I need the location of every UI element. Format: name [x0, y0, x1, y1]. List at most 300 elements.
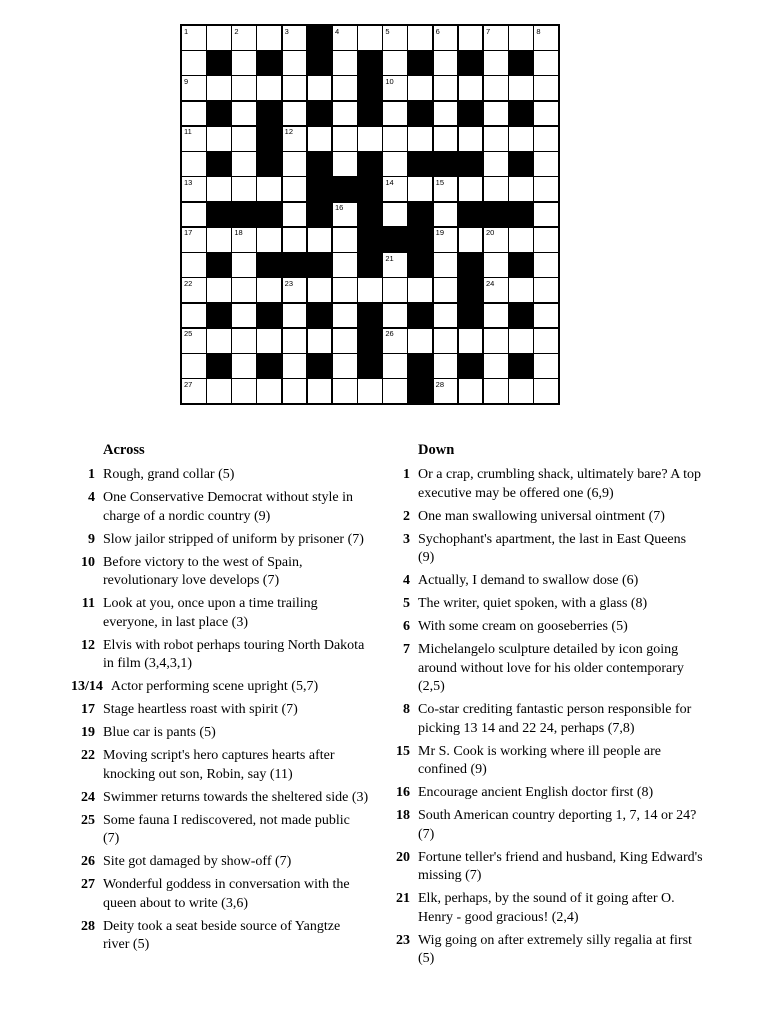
grid-letter-cell[interactable] [383, 102, 407, 126]
grid-block-cell [408, 102, 432, 126]
across-clue-22 [71, 747, 369, 784]
grid-letter-cell[interactable] [484, 76, 508, 100]
grid-letter-cell[interactable] [509, 177, 533, 201]
down-clue-20 [386, 849, 704, 886]
grid-letter-cell[interactable] [484, 278, 508, 302]
down-clue-4 [386, 572, 704, 591]
grid-letter-cell[interactable] [383, 152, 407, 176]
grid-block-cell [207, 253, 231, 277]
grid-block-cell [358, 102, 382, 126]
grid-letter-cell[interactable] [182, 203, 206, 227]
cell-number: 11 [184, 127, 192, 137]
cell-number: 27 [184, 379, 193, 389]
clue-number: 4 [403, 573, 410, 588]
grid-letter-cell[interactable] [333, 127, 357, 151]
grid-letter-cell[interactable] [434, 354, 458, 378]
grid-block-cell [434, 152, 458, 176]
grid-letter-cell[interactable] [484, 228, 508, 252]
grid-letter-cell[interactable] [434, 278, 458, 302]
grid-letter-cell[interactable] [257, 228, 281, 252]
cell-number: 3 [284, 26, 289, 36]
grid-letter-cell[interactable] [434, 26, 458, 50]
grid-letter-cell[interactable] [459, 329, 483, 353]
grid-letter-cell[interactable] [333, 253, 357, 277]
across-clue-17 [71, 701, 369, 720]
grid-letter-cell[interactable] [484, 177, 508, 201]
grid-letter-cell[interactable] [434, 329, 458, 353]
clue-number: 10 [81, 554, 95, 570]
grid-letter-cell[interactable] [358, 26, 382, 50]
grid-letter-cell[interactable] [207, 379, 231, 403]
across-header: Across [103, 442, 145, 458]
grid-letter-cell[interactable] [383, 253, 407, 277]
grid-letter-cell[interactable] [257, 379, 281, 403]
grid-letter-cell[interactable] [434, 102, 458, 126]
grid-letter-cell[interactable] [358, 127, 382, 151]
cell-number: 4 [334, 26, 340, 36]
clue-text: Or a crap, crumbling shack, ultimately bare? A top executive may be offered one (6,9) [418, 467, 702, 501]
grid-letter-cell[interactable] [534, 379, 558, 403]
grid-letter-cell[interactable] [383, 354, 407, 378]
grid-letter-cell[interactable] [383, 51, 407, 75]
grid-block-cell [257, 102, 281, 126]
clue-text: Mr S. Cook is working where ill people are confined (9) [418, 743, 662, 777]
down-clue-7 [386, 641, 704, 697]
grid-letter-cell[interactable] [182, 253, 206, 277]
grid-letter-cell[interactable] [484, 152, 508, 176]
grid-letter-cell[interactable] [408, 76, 432, 100]
grid-letter-cell[interactable] [333, 152, 357, 176]
grid-letter-cell[interactable] [232, 354, 256, 378]
clue-text: Moving script's hero captures hearts after knocking out son, Robin, say (11) [103, 748, 335, 782]
grid-letter-cell[interactable] [207, 177, 231, 201]
grid-letter-cell[interactable] [509, 379, 533, 403]
grid-letter-cell[interactable] [283, 354, 307, 378]
grid-block-cell [207, 102, 231, 126]
grid-letter-cell[interactable] [257, 329, 281, 353]
grid-letter-cell[interactable] [308, 278, 332, 302]
cell-number: 12 [284, 127, 293, 137]
clue-number: 27 [81, 877, 95, 892]
grid-letter-cell[interactable] [484, 304, 508, 328]
grid-letter-cell[interactable] [509, 76, 533, 100]
grid-block-cell [408, 379, 432, 403]
grid-block-cell [257, 152, 281, 176]
cell-number: 9 [184, 76, 189, 86]
grid-block-cell [283, 253, 307, 277]
clue-text: Elvis with robot perhaps touring North Dakota in film (3,4,3,1) [103, 637, 365, 671]
grid-letter-cell[interactable] [207, 278, 231, 302]
grid-block-cell [308, 177, 332, 201]
grid-letter-cell[interactable] [308, 379, 332, 403]
clue-text: Elk, perhaps, by the sound of it going after O. Henry - good gracious! (2,4) [418, 891, 675, 925]
grid-block-cell [358, 76, 382, 100]
grid-letter-cell[interactable] [534, 354, 558, 378]
grid-letter-cell[interactable] [434, 51, 458, 75]
across-clue-27 [71, 876, 369, 913]
grid-block-cell [308, 203, 332, 227]
across-section [71, 441, 369, 959]
grid-block-cell [257, 354, 281, 378]
grid-letter-cell[interactable] [358, 278, 382, 302]
grid-letter-cell[interactable] [408, 127, 432, 151]
clue-number: 4 [88, 490, 95, 505]
grid-block-cell [408, 152, 432, 176]
grid-letter-cell[interactable] [459, 127, 483, 151]
grid-letter-cell[interactable] [434, 76, 458, 100]
grid-letter-cell[interactable] [283, 127, 307, 151]
clue-number: 2 [403, 508, 410, 524]
grid-letter-cell[interactable] [459, 76, 483, 100]
grid-block-cell [207, 304, 231, 328]
grid-letter-cell[interactable] [383, 379, 407, 403]
clue-number: 26 [81, 854, 95, 869]
grid-letter-cell[interactable] [534, 26, 558, 50]
clue-number: 8 [403, 702, 410, 717]
grid-letter-cell[interactable] [408, 177, 432, 201]
grid-letter-cell[interactable] [534, 253, 558, 277]
grid-letter-cell[interactable] [434, 253, 458, 277]
grid-letter-cell[interactable] [459, 379, 483, 403]
grid-letter-cell[interactable] [257, 26, 281, 50]
clue-text: Stage heartless roast with spirit (7) [103, 702, 298, 717]
grid-letter-cell[interactable] [459, 177, 483, 201]
grid-letter-cell[interactable] [534, 127, 558, 151]
grid-letter-cell[interactable] [232, 152, 256, 176]
grid-letter-cell[interactable] [207, 329, 231, 353]
grid-letter-cell[interactable] [534, 203, 558, 227]
grid-letter-cell[interactable] [333, 203, 357, 227]
clue-number: 1 [403, 467, 410, 482]
grid-letter-cell[interactable] [308, 127, 332, 151]
grid-letter-cell[interactable] [283, 177, 307, 201]
clue-number: 28 [81, 918, 95, 934]
grid-letter-cell[interactable] [534, 329, 558, 353]
grid-letter-cell[interactable] [484, 354, 508, 378]
down-section [386, 441, 704, 973]
grid-letter-cell[interactable] [333, 354, 357, 378]
grid-block-cell [459, 354, 483, 378]
across-clue-19 [71, 724, 369, 743]
clue-text: Blue car is pants (5) [103, 725, 216, 740]
grid-letter-cell[interactable] [534, 228, 558, 252]
grid-letter-cell[interactable] [232, 127, 256, 151]
cell-number: 10 [385, 76, 394, 86]
grid-letter-cell[interactable] [207, 228, 231, 252]
grid-letter-cell[interactable] [484, 102, 508, 126]
grid-block-cell [358, 228, 382, 252]
grid-letter-cell[interactable] [459, 228, 483, 252]
clue-number: 15 [396, 743, 410, 759]
grid-letter-cell[interactable] [232, 379, 256, 403]
grid-letter-cell[interactable] [383, 127, 407, 151]
clue-number: 24 [81, 789, 95, 805]
grid-letter-cell[interactable] [257, 76, 281, 100]
grid-letter-cell[interactable] [283, 76, 307, 100]
grid-letter-cell[interactable] [509, 26, 533, 50]
grid-block-cell [308, 26, 332, 50]
grid-letter-cell[interactable] [232, 329, 256, 353]
grid-letter-cell[interactable] [232, 76, 256, 100]
grid-letter-cell[interactable] [283, 329, 307, 353]
grid-block-cell [257, 253, 281, 277]
clue-number: 3 [403, 531, 410, 547]
across-clue-list [71, 466, 369, 955]
grid-letter-cell[interactable] [534, 51, 558, 75]
grid-letter-cell[interactable] [383, 203, 407, 227]
down-clue-5 [386, 595, 704, 614]
grid-letter-cell[interactable] [434, 203, 458, 227]
grid-block-cell [358, 152, 382, 176]
grid-letter-cell[interactable] [182, 102, 206, 126]
grid-letter-cell[interactable] [232, 177, 256, 201]
grid-block-cell [509, 203, 533, 227]
grid-letter-cell[interactable] [408, 26, 432, 50]
grid-letter-cell[interactable] [434, 379, 458, 403]
cell-number: 2 [234, 26, 239, 36]
clue-text: South American country deporting 1, 7, 14 or 24? (7) [418, 808, 697, 842]
grid-letter-cell[interactable] [509, 329, 533, 353]
clue-number: 6 [403, 619, 410, 634]
grid-letter-cell[interactable] [333, 51, 357, 75]
grid-letter-cell[interactable] [232, 278, 256, 302]
grid-letter-cell[interactable] [484, 26, 508, 50]
grid-letter-cell[interactable] [182, 228, 206, 252]
down-clue-18 [386, 807, 704, 844]
grid-block-cell [333, 177, 357, 201]
grid-letter-cell[interactable] [283, 102, 307, 126]
down-clue-23 [386, 932, 704, 969]
grid-block-cell [383, 228, 407, 252]
grid-letter-cell[interactable] [333, 379, 357, 403]
grid-block-cell [308, 354, 332, 378]
clue-text: Swimmer returns towards the sheltered side (3) [103, 789, 369, 805]
grid-letter-cell[interactable] [232, 304, 256, 328]
grid-block-cell [408, 203, 432, 227]
across-clue-10 [71, 554, 369, 591]
grid-letter-cell[interactable] [182, 76, 206, 100]
grid-letter-cell[interactable] [257, 278, 281, 302]
grid-block-cell [358, 304, 382, 328]
clue-number: 17 [81, 702, 95, 717]
grid-letter-cell[interactable] [383, 26, 407, 50]
grid-block-cell [207, 51, 231, 75]
grid-block-cell [358, 177, 382, 201]
cell-number: 16 [334, 203, 344, 213]
grid-letter-cell[interactable] [358, 379, 382, 403]
clue-number: 12 [81, 637, 95, 653]
grid-letter-cell[interactable] [333, 76, 357, 100]
grid-block-cell [358, 203, 382, 227]
grid-block-cell [408, 228, 432, 252]
crossword-grid [180, 24, 560, 405]
grid-letter-cell[interactable] [308, 76, 332, 100]
grid-letter-cell[interactable] [182, 329, 206, 353]
clue-number: 16 [396, 785, 410, 800]
clue-text: Actor performing scene upright (5,7) [110, 679, 319, 694]
grid-letter-cell[interactable] [333, 304, 357, 328]
grid-letter-cell[interactable] [182, 278, 206, 302]
grid-letter-cell[interactable] [534, 177, 558, 201]
grid-letter-cell[interactable] [207, 26, 231, 50]
across-clue-25 [71, 812, 369, 849]
grid-block-cell [459, 51, 483, 75]
grid-letter-cell[interactable] [232, 228, 256, 252]
clue-number: 11 [81, 596, 95, 611]
grid-letter-cell[interactable] [434, 228, 458, 252]
grid-letter-cell[interactable] [383, 177, 407, 201]
grid-letter-cell[interactable] [182, 152, 206, 176]
grid-block-cell [308, 304, 332, 328]
grid-letter-cell[interactable] [182, 304, 206, 328]
cell-number: 25 [184, 329, 193, 339]
across-clue-26 [71, 853, 369, 872]
grid-letter-cell[interactable] [534, 102, 558, 126]
clue-text: Co-star crediting fantastic person responsible for picking 13 14 and 22 24, perhaps (7,8) [418, 702, 692, 736]
grid-letter-cell[interactable] [484, 379, 508, 403]
grid-letter-cell[interactable] [534, 278, 558, 302]
clue-text: Fortune teller's friend and husband, King Edward's missing (7) [418, 849, 703, 883]
grid-letter-cell[interactable] [333, 26, 357, 50]
grid-letter-cell[interactable] [283, 379, 307, 403]
grid-letter-cell[interactable] [232, 26, 256, 50]
grid-letter-cell[interactable] [434, 127, 458, 151]
clue-text: One man swallowing universal ointment (7) [418, 508, 665, 524]
down-clue-list [386, 466, 704, 969]
grid-block-cell [308, 51, 332, 75]
grid-letter-cell[interactable] [283, 203, 307, 227]
grid-letter-cell[interactable] [509, 278, 533, 302]
grid-letter-cell[interactable] [232, 102, 256, 126]
grid-letter-cell[interactable] [434, 304, 458, 328]
clue-text: Wig going on after extremely silly regalia at first (5) [418, 932, 692, 966]
cell-number: 28 [435, 379, 444, 389]
grid-letter-cell[interactable] [232, 253, 256, 277]
grid-block-cell [358, 329, 382, 353]
grid-letter-cell[interactable] [283, 152, 307, 176]
clue-text: The writer, quiet spoken, with a glass (8) [418, 596, 648, 611]
clue-number: 7 [403, 642, 410, 657]
grid-block-cell [509, 354, 533, 378]
grid-letter-cell[interactable] [283, 278, 307, 302]
across-clue-4 [71, 489, 369, 526]
across-clue-9 [71, 531, 369, 550]
cell-number: 8 [536, 26, 541, 36]
grid-letter-cell[interactable] [434, 177, 458, 201]
grid-letter-cell[interactable] [182, 127, 206, 151]
grid-block-cell [509, 102, 533, 126]
grid-block-cell [207, 354, 231, 378]
clue-text: Encourage ancient English doctor first (8) [418, 785, 654, 800]
grid-letter-cell[interactable] [207, 76, 231, 100]
grid-letter-cell[interactable] [333, 102, 357, 126]
grid-letter-cell[interactable] [182, 26, 206, 50]
cell-number: 17 [184, 228, 193, 238]
grid-block-cell [459, 304, 483, 328]
grid-letter-cell[interactable] [509, 228, 533, 252]
grid-letter-cell[interactable] [534, 76, 558, 100]
grid-letter-cell[interactable] [408, 329, 432, 353]
clue-text: Slow jailor stripped of uniform by prisoner (7) [103, 531, 364, 547]
clue-text: Michelangelo sculpture detailed by icon going around without love for his older contemporary (2,5) [418, 642, 684, 694]
grid-letter-cell[interactable] [459, 26, 483, 50]
cell-number: 21 [385, 253, 394, 263]
clue-text: With some cream on gooseberries (5) [418, 619, 628, 634]
grid-letter-cell[interactable] [308, 329, 332, 353]
grid-block-cell [459, 253, 483, 277]
grid-letter-cell[interactable] [182, 354, 206, 378]
grid-letter-cell[interactable] [333, 278, 357, 302]
grid-letter-cell[interactable] [484, 253, 508, 277]
grid-letter-cell[interactable] [182, 51, 206, 75]
grid-letter-cell[interactable] [257, 177, 281, 201]
cell-number: 14 [385, 177, 394, 187]
grid-letter-cell[interactable] [534, 304, 558, 328]
grid-letter-cell[interactable] [308, 228, 332, 252]
clue-text: One Conservative Democrat without style in charge of a nordic country (9) [103, 490, 353, 524]
across-clue-28 [71, 918, 369, 955]
grid-letter-cell[interactable] [283, 26, 307, 50]
cell-number: 1 [184, 26, 189, 36]
grid-letter-cell[interactable] [232, 51, 256, 75]
grid-letter-cell[interactable] [534, 152, 558, 176]
cell-number: 19 [435, 228, 444, 238]
grid-letter-cell[interactable] [383, 278, 407, 302]
grid-letter-cell[interactable] [484, 51, 508, 75]
across-clue-13-14 [71, 678, 369, 697]
grid-letter-cell[interactable] [383, 329, 407, 353]
grid-block-cell [459, 152, 483, 176]
clue-number: 25 [81, 812, 95, 828]
across-clue-24 [71, 789, 369, 808]
grid-block-cell [207, 203, 231, 227]
grid-letter-cell[interactable] [182, 177, 206, 201]
grid-block-cell [308, 152, 332, 176]
grid-letter-cell[interactable] [283, 51, 307, 75]
grid-block-cell [232, 203, 256, 227]
grid-block-cell [257, 51, 281, 75]
grid-block-cell [484, 203, 508, 227]
grid-letter-cell[interactable] [283, 304, 307, 328]
grid-letter-cell[interactable] [207, 127, 231, 151]
grid-letter-cell[interactable] [484, 127, 508, 151]
grid-letter-cell[interactable] [182, 379, 206, 403]
grid-letter-cell[interactable] [484, 329, 508, 353]
down-header: Down [418, 442, 455, 458]
grid-block-cell [257, 203, 281, 227]
down-clue-16 [386, 784, 704, 803]
clue-number: 23 [396, 932, 410, 948]
across-clue-11 [71, 595, 369, 632]
grid-letter-cell[interactable] [383, 304, 407, 328]
clue-number: 5 [403, 596, 410, 611]
grid-letter-cell[interactable] [333, 329, 357, 353]
grid-letter-cell[interactable] [408, 278, 432, 302]
down-clue-8 [386, 701, 704, 738]
grid-letter-cell[interactable] [383, 76, 407, 100]
cell-number: 26 [385, 329, 394, 339]
grid-letter-cell[interactable] [333, 228, 357, 252]
clue-number: 1 [88, 467, 95, 482]
grid-block-cell [257, 304, 281, 328]
clue-text: Actually, I demand to swallow dose (6) [418, 573, 639, 588]
clue-text: Sychophant's apartment, the last in East Queens (9) [418, 531, 687, 565]
grid-block-cell [459, 278, 483, 302]
grid-letter-cell[interactable] [283, 228, 307, 252]
grid-letter-cell[interactable] [509, 127, 533, 151]
clue-text: Deity took a seat beside source of Yangtze river (5) [103, 918, 341, 952]
cell-number: 5 [385, 26, 390, 36]
